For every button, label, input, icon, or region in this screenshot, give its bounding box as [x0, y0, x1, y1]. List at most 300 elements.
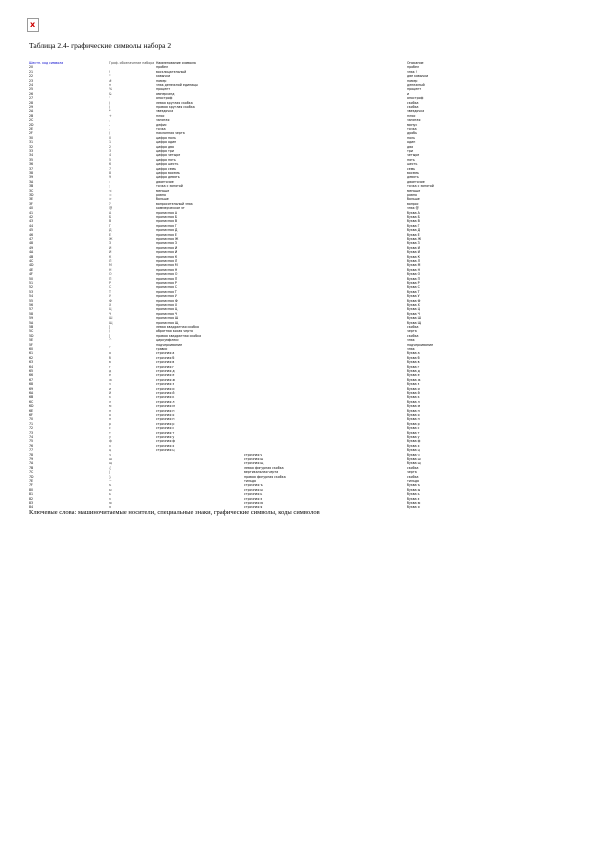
table-cell: 7B — [29, 465, 34, 470]
table-cell: 50 — [29, 276, 34, 281]
table-cell: И — [109, 245, 112, 250]
table-cell: 59 — [29, 316, 34, 321]
table-cell: прописная С — [156, 285, 178, 290]
table-cell: 58 — [29, 311, 34, 316]
table-cell: скобка — [407, 333, 419, 338]
table-cell: двоеточие — [156, 179, 174, 184]
table-caption: Таблица 2.4- графические символы набора 2 — [29, 41, 172, 50]
table-cell: } — [109, 474, 112, 479]
table-cell: Л — [109, 259, 112, 263]
table-cell: буква р — [407, 421, 420, 426]
table-cell: : — [109, 179, 111, 184]
table-cell: буква в — [407, 360, 420, 365]
table-cell: буква й — [407, 391, 420, 395]
table-cell: а — [109, 351, 111, 356]
table-cell: строчная п — [156, 417, 175, 422]
table-cell: т — [109, 430, 111, 435]
table-cell: 5F — [29, 342, 33, 347]
table-cell: 0 — [109, 135, 112, 140]
table-cell: з — [109, 382, 111, 387]
table-cell: пробел — [407, 65, 420, 70]
table-cell: строчная т — [156, 430, 175, 435]
table-cell: вопросительный знак — [156, 201, 193, 206]
table-cell: буква И — [407, 245, 421, 250]
table-cell: наклонная черта — [156, 131, 185, 136]
table-cell: цифра один — [156, 140, 177, 145]
table-cell: буква щ — [407, 461, 421, 466]
table-cell: _ — [109, 342, 111, 347]
table-cell: апостроф — [407, 96, 424, 101]
table-cell: буква Е — [407, 232, 420, 237]
table-cell: буква Т — [407, 289, 420, 294]
table-cell: буква К — [407, 254, 420, 259]
table-cell: минус — [407, 122, 418, 127]
table-cell: 75 — [29, 439, 34, 444]
table-cell: 3D — [29, 193, 34, 197]
table-cell: вертикальная черта — [244, 470, 279, 475]
table-cell: шесть — [407, 162, 418, 167]
table-cell: 2B — [29, 113, 34, 118]
table-cell: * — [109, 109, 111, 114]
table-cell: буква ц — [407, 448, 420, 453]
table-cell: цифра пять — [156, 157, 176, 162]
table-cell: тильда — [244, 479, 257, 483]
table-cell: буква е — [407, 373, 420, 378]
table-cell: 23 — [29, 78, 34, 83]
table-cell: строчная й — [156, 391, 175, 395]
table-cell: Ф — [109, 298, 112, 303]
table-cell: правая фигурная скобка — [244, 474, 286, 479]
table-cell: прописная Ч — [156, 311, 178, 316]
table-cell: знак @ — [407, 206, 419, 211]
table-cell: буква ч — [407, 452, 420, 457]
table-cell: 62 — [29, 355, 34, 360]
table-cell: 7D — [29, 474, 34, 479]
table-cell: 6F — [29, 413, 33, 417]
table-cell: ш — [109, 457, 112, 461]
table-cell: гравис — [156, 347, 168, 351]
table-cell: прописная Р — [156, 281, 177, 285]
table-cell: 32 — [29, 144, 34, 149]
table-cell: вопрос — [407, 201, 419, 206]
table-cell: буква м — [407, 404, 421, 409]
table-cell: У — [109, 294, 111, 299]
table-cell: буква о — [407, 413, 420, 417]
table-cell: обратная косая черта — [156, 329, 193, 334]
table-cell: & — [109, 91, 112, 96]
table-cell: строчная ю — [244, 501, 264, 505]
table-cell: 41 — [29, 210, 34, 215]
table-cell: 31 — [29, 140, 34, 145]
table-cell: Т — [109, 289, 111, 294]
table-cell: 61 — [29, 351, 34, 356]
table-cell: ж — [109, 377, 112, 382]
table-cell: буква Л — [407, 259, 421, 263]
table-cell: # — [109, 78, 112, 83]
table-cell: прописная У — [156, 294, 177, 299]
table-cell: строчная ь — [244, 492, 263, 497]
table-cell: Шестн. код символа — [29, 61, 64, 65]
table-cell: р — [109, 421, 112, 426]
table-cell: цифра шесть — [156, 162, 179, 167]
table-cell: строчная я — [244, 505, 263, 510]
table-cell: 5A — [29, 320, 34, 325]
table-cell: звездочка — [156, 109, 174, 114]
table-cell: 37 — [29, 166, 34, 171]
table-cell: 46 — [29, 232, 34, 237]
table-cell: буква г — [407, 364, 420, 369]
table-cell: прописная Б — [156, 215, 178, 219]
table-cell: М — [109, 263, 112, 268]
table-cell: 22 — [29, 74, 34, 79]
table-cell: 64 — [29, 364, 34, 369]
table-cell: ы — [109, 487, 112, 492]
table-cell: цифра восемь — [156, 171, 180, 175]
table-cell: 68 — [29, 382, 34, 387]
table-cell: цифра семь — [156, 166, 176, 171]
table-cell: буква н — [407, 408, 420, 413]
table-cell: 71 — [29, 421, 34, 426]
table-cell: , — [109, 118, 111, 123]
table-cell: прописная Г — [156, 223, 177, 228]
table-cell: строчная м — [156, 404, 175, 409]
table-cell: денежный — [407, 83, 425, 87]
table-cell: 4B — [29, 254, 34, 259]
table-cell: буква Ж — [407, 237, 422, 241]
table-cell: 2D — [29, 122, 34, 127]
table-cell: точка с запятой — [407, 184, 434, 189]
table-cell: е — [109, 373, 111, 378]
table-cell: 44 — [29, 223, 34, 228]
table-cell: пробел — [156, 65, 169, 70]
table-cell: прописная П — [156, 276, 178, 281]
keywords-line: Ключевые слова: машиночитаемые носители, специальные знаки, графические символы, коды символов — [29, 509, 320, 516]
table-cell: плюс — [407, 113, 416, 118]
table-cell: две кавычки — [407, 74, 429, 79]
table-cell: < — [109, 188, 112, 193]
table-cell: 2E — [29, 127, 34, 131]
table-cell: 6D — [29, 404, 34, 409]
table-cell: 21 — [29, 69, 34, 74]
table-cell: буква я — [407, 505, 420, 510]
table-cell: номер — [156, 78, 167, 83]
table-cell: 81 — [29, 492, 34, 497]
table-cell: равно — [407, 193, 417, 197]
table-cell: буква к — [407, 395, 420, 400]
table-cell: буква О — [407, 272, 421, 277]
table-cell: буква Ц — [407, 307, 421, 312]
table-cell: строчная ш — [244, 457, 264, 461]
table-cell: буква С — [407, 285, 420, 290]
table-cell: 42 — [29, 215, 34, 219]
table-cell: буква з — [407, 382, 420, 387]
table-cell: П — [109, 276, 112, 281]
table-cell: б — [109, 355, 111, 360]
table-cell: + — [109, 113, 112, 118]
table-cell: ъ — [109, 483, 112, 488]
table-cell: буква а — [407, 351, 420, 356]
table-cell: я — [109, 505, 111, 510]
table-cell: л — [109, 399, 112, 404]
table-cell: прописная И — [156, 245, 178, 250]
table-cell: черта — [407, 329, 417, 334]
table-cell: буква А — [407, 210, 420, 215]
table-cell: прописная Е — [156, 232, 177, 237]
table-cell: Д — [109, 228, 112, 233]
table-cell: строчная в — [156, 360, 175, 365]
table-cell: 6E — [29, 408, 34, 413]
table-cell: 54 — [29, 294, 34, 299]
table-cell: цифра четыре — [156, 153, 181, 158]
table-cell: 7F — [29, 483, 33, 488]
table-cell: строчная з — [156, 382, 175, 387]
table-cell: 4D — [29, 263, 34, 268]
table-cell: плюс — [156, 113, 165, 118]
table-cell: двоеточие — [407, 179, 425, 184]
table-cell: к — [109, 395, 111, 400]
character-table — [29, 61, 469, 510]
table-cell: цифра девять — [156, 175, 180, 180]
table-cell: - — [109, 122, 111, 127]
table-cell: строчная к — [156, 395, 175, 400]
table-cell: восклицательный — [156, 69, 187, 74]
table-cell: 2F — [29, 131, 33, 136]
table-cell: ` — [109, 347, 111, 351]
table-cell: буква и — [407, 386, 420, 391]
table-cell: 29 — [29, 105, 34, 109]
table-cell: восемь — [407, 171, 419, 175]
table-cell: 34 — [29, 153, 34, 158]
table-cell: буква Х — [407, 303, 420, 307]
table-cell: пять — [407, 157, 415, 162]
table-cell: строчная х — [156, 443, 175, 448]
table-cell: подчеркивание — [156, 342, 183, 347]
table-cell: 5 — [109, 157, 112, 162]
table-cell: буква ж — [407, 377, 421, 382]
table-cell: А — [109, 210, 112, 215]
table-cell: 5E — [29, 338, 34, 343]
table-cell: прописная Щ — [156, 320, 179, 325]
table-cell: [ — [109, 325, 111, 329]
table-cell: семь — [407, 166, 415, 171]
table-cell: точка — [156, 127, 166, 131]
table-cell: строчная е — [156, 373, 175, 378]
table-cell: знак ! — [407, 69, 417, 74]
table-cell: э — [109, 496, 111, 501]
table-cell: О — [109, 272, 112, 277]
table-cell: буква э — [407, 496, 420, 501]
table-cell: буква Ф — [407, 298, 421, 303]
table-cell: С — [109, 285, 112, 290]
table-cell: строчная л — [156, 399, 175, 404]
table-cell: один — [407, 140, 416, 145]
table-cell: цифра два — [156, 144, 174, 149]
table-cell: 2C — [29, 118, 34, 123]
table-cell: 74 — [29, 435, 34, 439]
table-cell: циркумфлекс — [156, 338, 179, 343]
table-cell: запятая — [407, 118, 421, 123]
table-cell: Ш — [109, 316, 113, 321]
table-cell: 25 — [29, 87, 34, 92]
table-cell: 9 — [109, 175, 112, 180]
table-cell: 4A — [29, 250, 34, 255]
table-cell: 52 — [29, 285, 34, 290]
table-cell: 45 — [29, 228, 34, 233]
table-cell: буква ф — [407, 439, 421, 444]
table-cell: строчная г — [156, 364, 175, 369]
table-cell: { — [109, 465, 112, 470]
table-cell: 26 — [29, 91, 34, 96]
table-cell: левая квадратная скобка — [156, 325, 199, 329]
table-cell: точка с запятой — [156, 184, 183, 189]
table-cell: строчная ф — [156, 439, 176, 444]
table-cell: 83 — [29, 501, 34, 505]
table-cell: буква ш — [407, 457, 421, 461]
table-cell: 36 — [29, 162, 34, 167]
table-cell: 4E — [29, 267, 34, 272]
table-cell: строчная н — [156, 408, 175, 413]
table-cell: скобка — [407, 105, 419, 109]
table-cell: ^ — [109, 338, 112, 343]
table-cell: 82 — [29, 496, 34, 501]
table-cell: Н — [109, 267, 112, 272]
table-cell: прописная Ц — [156, 307, 178, 312]
table-cell: буква Ч — [407, 311, 420, 316]
table-cell: буква ь — [407, 492, 420, 497]
table-cell: / — [109, 131, 111, 136]
table-cell: буква Й — [407, 250, 421, 255]
table-cell: амперсанд — [156, 91, 175, 96]
table-cell: 48 — [29, 241, 34, 246]
table-cell: прописная Ж — [156, 237, 179, 241]
table-cell: Наименование символа — [156, 61, 196, 65]
table-cell: строчная с — [156, 426, 175, 431]
table-cell: девять — [407, 175, 419, 180]
table-cell: 51 — [29, 281, 34, 285]
table-cell: в — [109, 360, 111, 365]
table-cell: правая квадратная скобка — [156, 333, 202, 338]
table-cell: 65 — [29, 369, 34, 373]
table-cell: Ц — [109, 307, 112, 312]
table-cell: 33 — [29, 149, 34, 153]
table-cell: строчная д — [156, 369, 175, 373]
table-cell: 77 — [29, 448, 34, 453]
table-cell: ~ — [109, 479, 112, 483]
table-cell: строчная э — [244, 496, 263, 501]
table-cell: 70 — [29, 417, 34, 422]
table-cell: 67 — [29, 377, 34, 382]
table-cell: 5C — [29, 329, 34, 334]
table-cell: Р — [109, 281, 111, 285]
table-cell: 30 — [29, 135, 34, 140]
table-cell: 20 — [29, 65, 34, 70]
table-cell: п — [109, 417, 112, 422]
table-cell: 3F — [29, 201, 33, 206]
table-cell: | — [109, 470, 111, 475]
table-cell: > — [109, 197, 112, 202]
table-cell: скобка — [407, 100, 419, 105]
table-cell: 35 — [29, 157, 34, 162]
table-cell: о — [109, 413, 111, 417]
table-cell: прописная Ш — [156, 316, 179, 321]
table-cell: точка — [407, 127, 417, 131]
table-cell: знак денежной единицы — [156, 83, 198, 87]
table-cell: ф — [109, 439, 112, 444]
table-cell: знак — [407, 338, 415, 343]
table-cell: = — [109, 193, 112, 197]
table-cell: буква п — [407, 417, 420, 422]
table-cell: 84 — [29, 505, 34, 510]
table-cell: 7 — [109, 166, 112, 171]
table-cell: строчная ъ — [244, 483, 263, 488]
table-cell: прописная Л — [156, 259, 178, 263]
table-cell: буква З — [407, 241, 420, 246]
table-cell: 7A — [29, 461, 34, 466]
table-cell: три — [407, 149, 413, 153]
table-cell: буква Г — [407, 223, 420, 228]
table-cell: н — [109, 408, 112, 413]
table-cell: В — [109, 219, 112, 224]
table-cell: строчная о — [156, 413, 175, 417]
table-cell: 8 — [109, 171, 112, 175]
table-cell: 24 — [29, 83, 34, 87]
table-cell: буква ю — [407, 501, 421, 505]
table-cell: тильда — [407, 479, 420, 483]
table-cell: буква с — [407, 426, 420, 431]
table-cell: ; — [109, 184, 111, 189]
table-cell: прописная В — [156, 219, 178, 224]
table-cell: 43 — [29, 219, 34, 224]
table-cell: 3A — [29, 179, 34, 184]
table-cell: процент — [156, 87, 171, 92]
table-cell: 80 — [29, 487, 34, 492]
table-cell: й — [109, 391, 112, 395]
table-cell: прописная З — [156, 241, 177, 246]
table-cell: черта — [407, 470, 417, 475]
table-cell: цифра три — [156, 149, 174, 153]
table-cell: подчеркивание — [407, 342, 434, 347]
table-cell: 6 — [109, 162, 112, 167]
table-cell: 66 — [29, 373, 34, 378]
table-cell: прописная К — [156, 254, 178, 259]
table-cell: ч — [109, 452, 111, 457]
table-cell: буква М — [407, 263, 421, 268]
table-cell: буква Р — [407, 281, 420, 285]
table-cell: 4C — [29, 259, 34, 263]
table-cell: дробь — [407, 131, 418, 136]
table-cell: щ — [109, 461, 113, 466]
table-cell: процент — [407, 87, 422, 92]
table-cell: . — [109, 127, 111, 131]
table-cell: левая круглая скобка — [156, 100, 193, 105]
table-cell: ] — [109, 333, 111, 338]
table-cell: 40 — [29, 206, 34, 211]
table-cell: больше — [156, 197, 169, 202]
table-cell: 6A — [29, 391, 34, 395]
table-cell: строчная ц — [156, 448, 175, 453]
table-cell: х — [109, 443, 111, 448]
table-cell: буква Б — [407, 215, 420, 219]
table-cell: " — [109, 74, 111, 79]
table-cell: скобка — [407, 465, 419, 470]
table-cell: г — [109, 364, 111, 369]
table-cell: равно — [156, 193, 166, 197]
table-cell: 6B — [29, 395, 34, 400]
table-cell: правая круглая скобка — [156, 105, 195, 109]
table-cell: Г — [109, 223, 111, 228]
table-cell: 3B — [29, 184, 34, 189]
table-cell: ь — [109, 492, 111, 497]
